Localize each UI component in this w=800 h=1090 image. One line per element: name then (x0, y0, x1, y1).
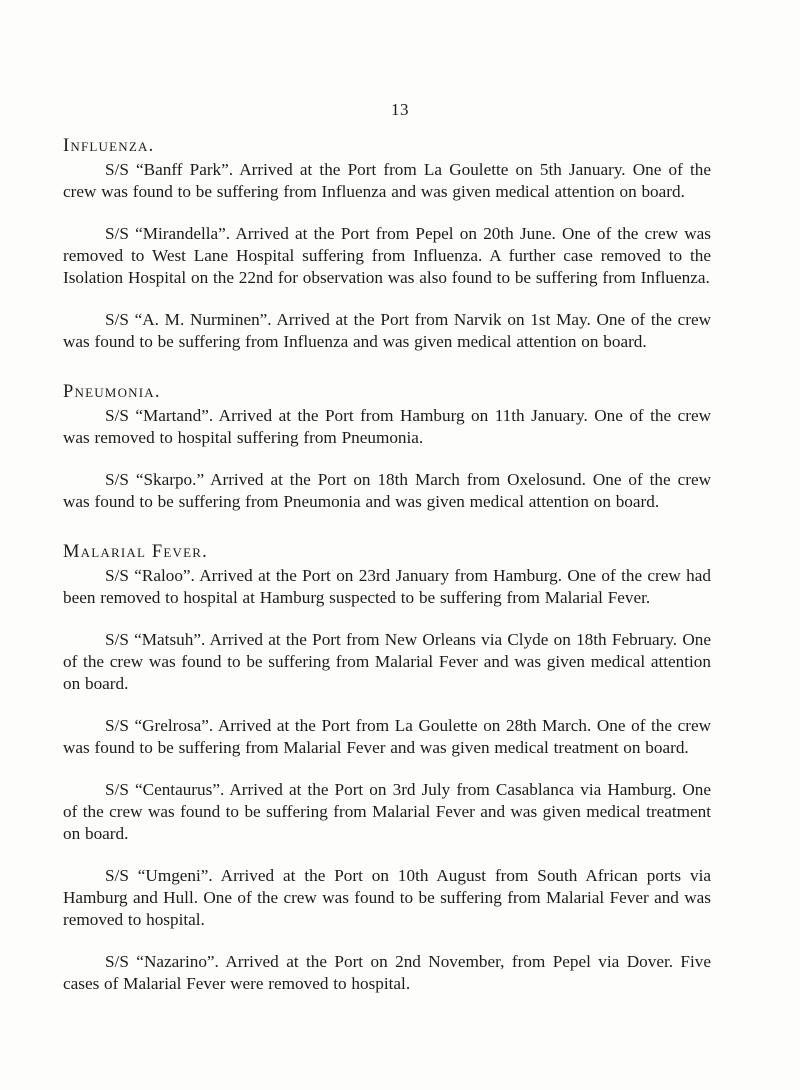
section-malarial-fever (63, 541, 711, 995)
page-number: 13 (391, 100, 409, 119)
section-heading: Influenza. (63, 136, 155, 156)
paragraph: S/S “Umgeni”. Arrived at the Port on 10th August from South African ports via Hamburg and Hull. One of the crew was found to be suffering from Malarial Fever and was removed to hospital. (63, 866, 711, 929)
paragraph: S/S “A. M. Nurminen”. Arrived at the Port from Narvik on 1st May. One of the crew was found to be suffering from Influenza and was given medical attention on board. (63, 310, 711, 351)
paragraph: S/S “Nazarino”. Arrived at the Port on 2nd November, from Pepel via Dover. Five cases of Malarial Fever were removed to hospital. (63, 952, 711, 993)
section-influenza (63, 135, 711, 353)
paragraph: S/S “Centaurus”. Arrived at the Port on 3rd July from Casablanca via Hamburg. One of the crew was found to be suffering from Malarial Fever and was given medical treatment on board. (63, 780, 711, 843)
paragraph: S/S “Skarpo.” Arrived at the Port on 18th March from Oxelosund. One of the crew was found to be suffering from Pneumonia and was given medical attention on board. (63, 470, 711, 511)
section-pneumonia (63, 381, 711, 513)
paragraph: S/S “Mirandella”. Arrived at the Port from Pepel on 20th June. One of the crew was removed to West Lane Hospital suffering from Influenza. A further case removed to the Isolation Hospital on the 22nd for observation was also found to be suffering from Influenza. (63, 224, 711, 287)
paragraph: S/S “Matsuh”. Arrived at the Port from New Orleans via Clyde on 18th February. One of the crew was found to be suffering from Malarial Fever and was given medical attention on board. (63, 630, 711, 693)
section-heading: Malarial Fever. (63, 542, 208, 562)
paragraph: S/S “Banff Park”. Arrived at the Port from La Goulette on 5th January. One of the crew was found to be suffering from Influenza and was given medical attention on board. (63, 160, 711, 201)
paragraph: S/S “Raloo”. Arrived at the Port on 23rd January from Hamburg. One of the crew had been removed to hospital at Hamburg suspected to be suffering from Malarial Fever. (63, 566, 711, 607)
section-heading: Pneumonia. (63, 382, 161, 402)
document-body (63, 135, 711, 995)
paragraph: S/S “Martand”. Arrived at the Port from Hamburg on 11th January. One of the crew was removed to hospital suffering from Pneumonia. (63, 406, 711, 447)
paragraph: S/S “Grelrosa”. Arrived at the Port from La Goulette on 28th March. One of the crew was found to be suffering from Malarial Fever and was given medical treatment on board. (63, 716, 711, 757)
